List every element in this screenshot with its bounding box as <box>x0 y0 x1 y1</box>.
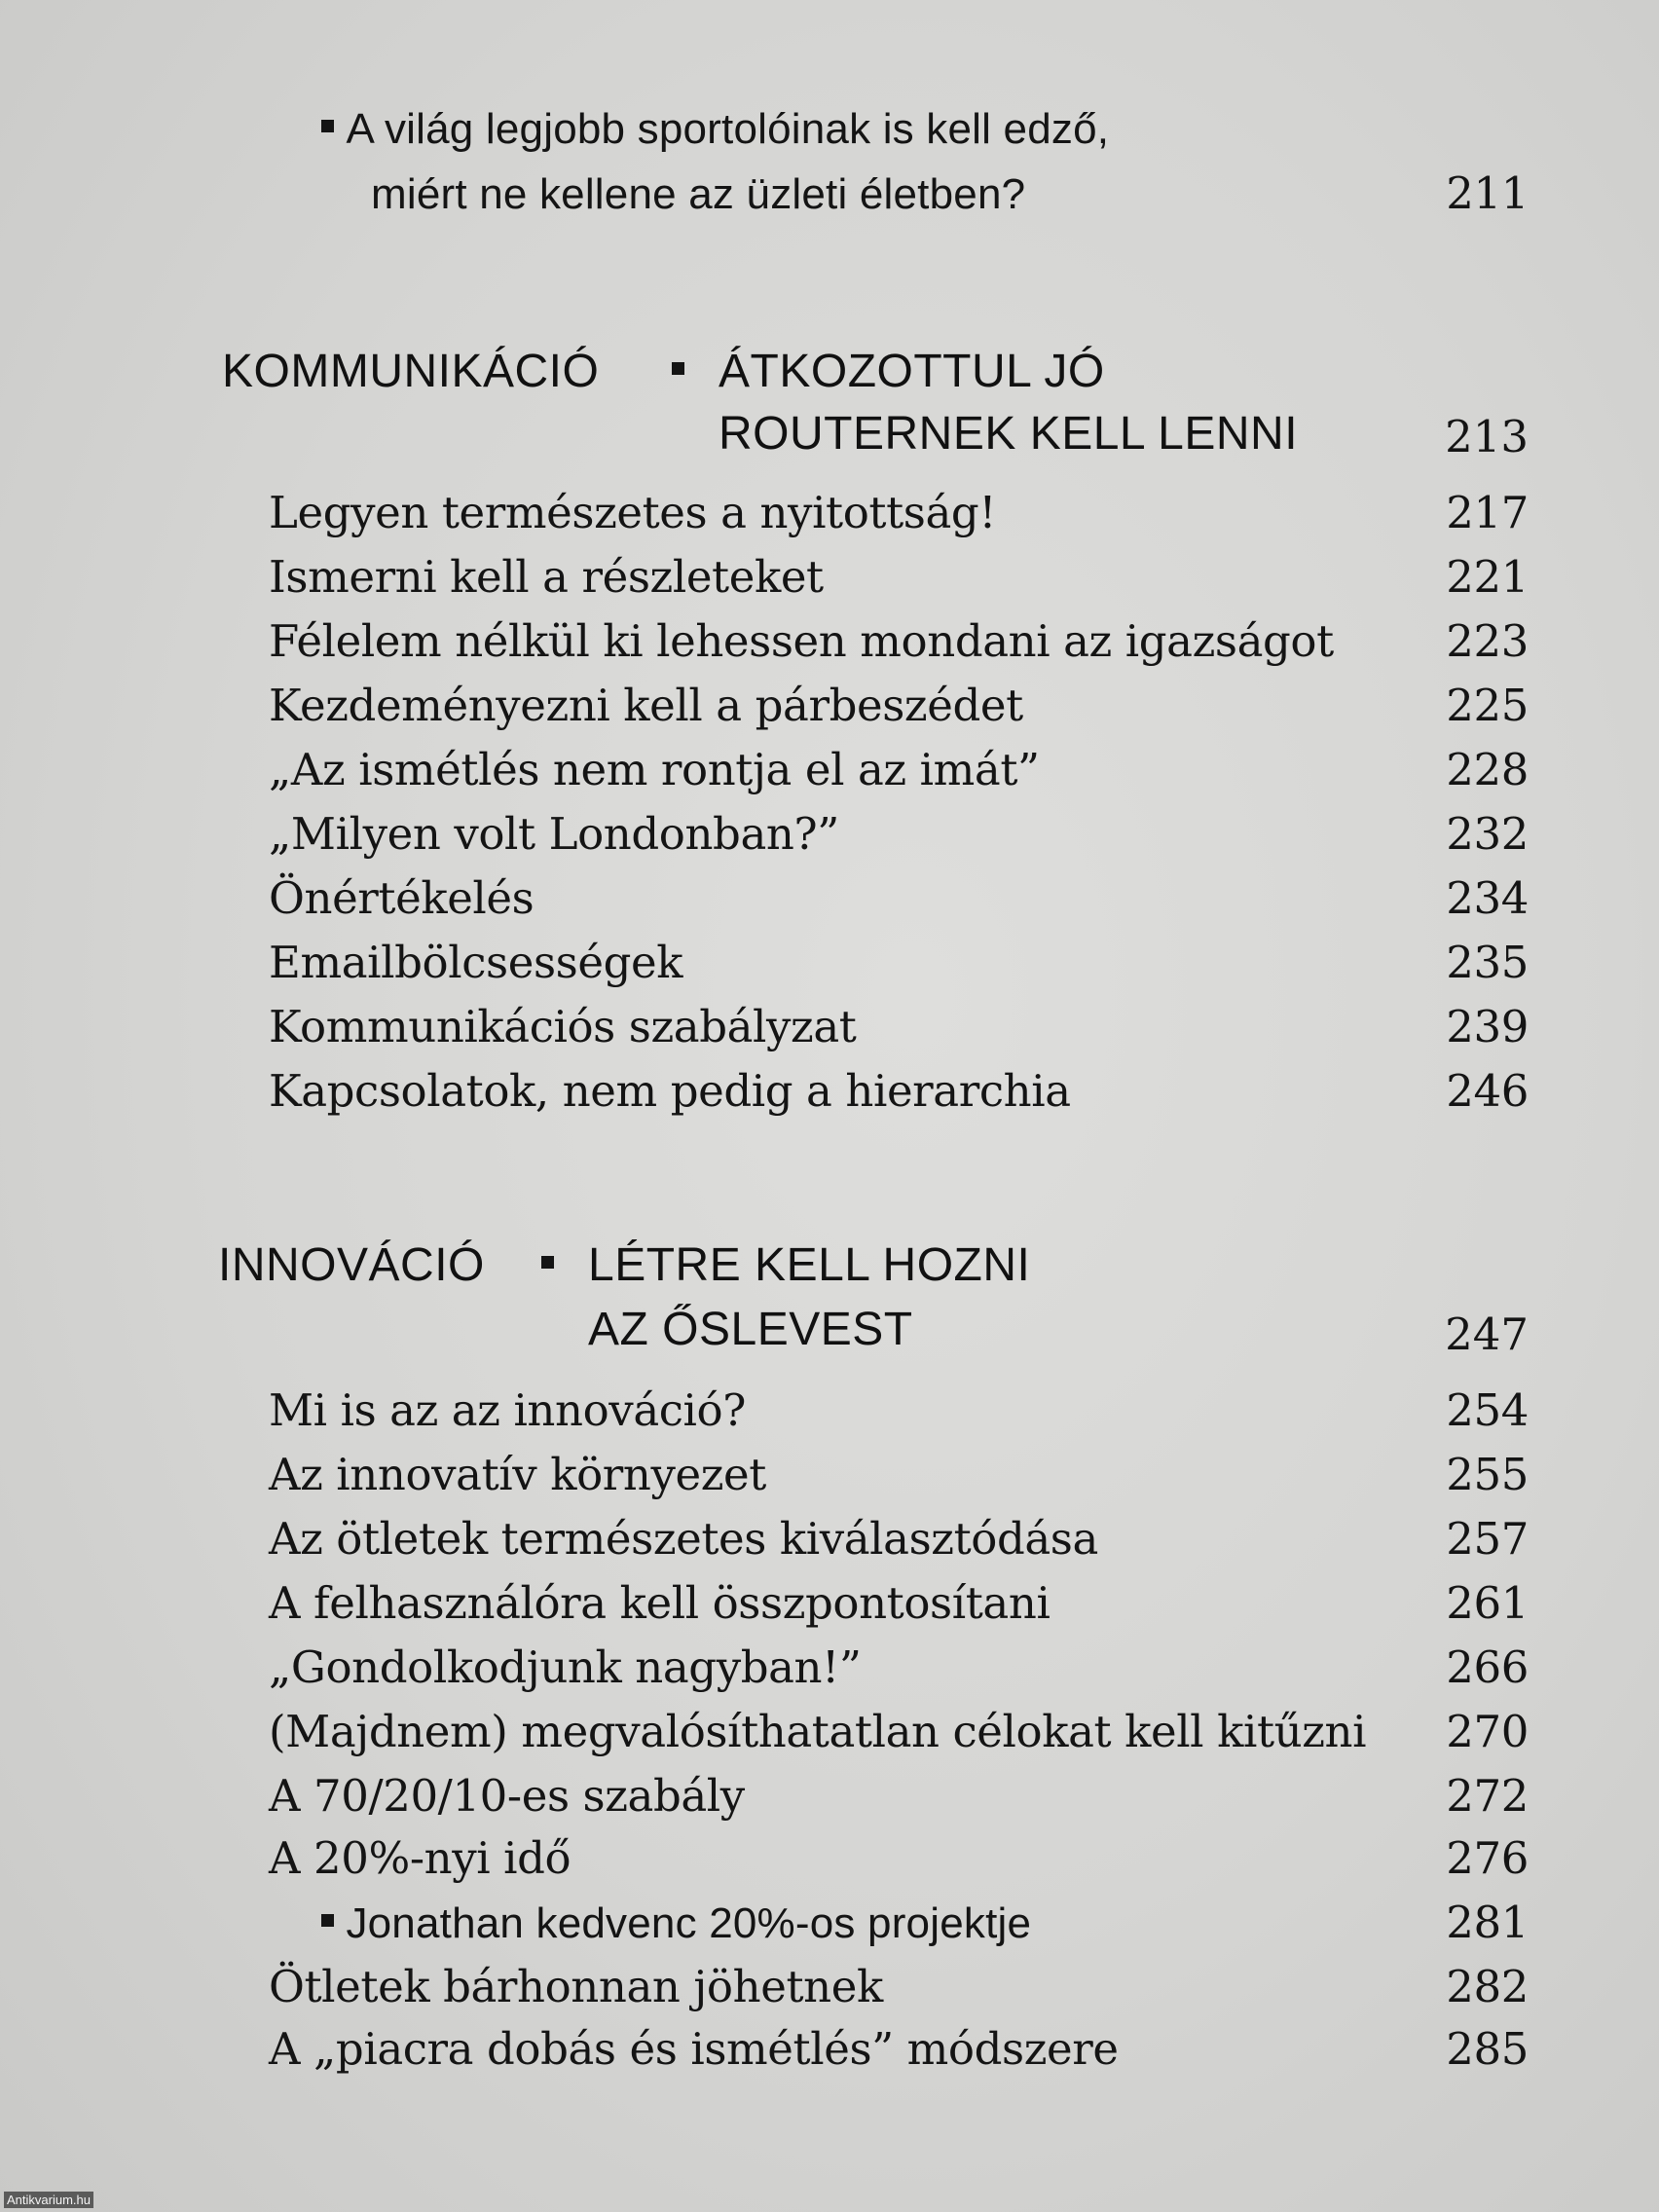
toc-entry-title: „Az ismétlés nem rontja el az imát” <box>269 744 1040 795</box>
toc-entry-page: 228 <box>1446 744 1529 795</box>
toc-entry-page: 217 <box>1446 487 1529 538</box>
toc-entry-title: (Majdnem) megvalósíthatatlan célokat kell kitűzni <box>269 1706 1367 1757</box>
toc-entry <box>269 937 1529 988</box>
toc-entry <box>269 744 1529 795</box>
bleed-through-decoration <box>234 107 246 155</box>
toc-entry-title: Kapcsolatok, nem pedig a hierarchia <box>269 1065 1071 1117</box>
section-heading-right-line2: ROUTERNEK KELL LENNI <box>719 408 1299 460</box>
toc-entry <box>269 1065 1529 1117</box>
toc-entry <box>269 808 1529 860</box>
toc-entry <box>269 1449 1529 1500</box>
section-heading-right-line1: LÉTRE KELL HOZNI <box>588 1239 1031 1291</box>
toc-entry-title: Félelem nélkül ki lehessen mondani az igazságot <box>269 615 1334 667</box>
section-heading-right-line2: AZ ŐSLEVEST <box>588 1304 913 1355</box>
toc-entry-title: Kommunikációs szabályzat <box>269 1001 857 1052</box>
toc-entry-page: 246 <box>1446 1065 1529 1117</box>
toc-entry-title: A 70/20/10-es szabály <box>269 1770 745 1822</box>
toc-entry-title: „Milyen volt Londonban?” <box>269 808 839 860</box>
toc-entry-page: 266 <box>1446 1641 1529 1693</box>
toc-entry-title: Kezdeményezni kell a párbeszédet <box>269 680 1023 731</box>
top-subentry-line2-row <box>371 167 1529 219</box>
toc-entry-page: 281 <box>1446 1897 1529 1948</box>
watermark-label: Antikvarium.hu <box>4 2192 93 2208</box>
toc-entry-title: A 20%-nyi idő <box>269 1832 571 1884</box>
toc-entry <box>269 1384 1529 1436</box>
toc-entry <box>269 2023 1529 2075</box>
toc-entry-page: 257 <box>1446 1513 1529 1565</box>
toc-subentry <box>321 1897 1529 1948</box>
toc-subentry-title: Jonathan kedvenc 20%-os projektje <box>321 1899 1031 1948</box>
top-subentry-line2: miért ne kellene az üzleti életben? <box>371 170 1026 218</box>
toc-entry-page: 261 <box>1446 1577 1529 1629</box>
section-heading-left: KOMMUNIKÁCIÓ <box>222 346 600 397</box>
toc-entry-title: Az ötletek természetes kiválasztódása <box>269 1513 1098 1565</box>
toc-entry-title: A felhasználóra kell összpontosítani <box>269 1577 1051 1629</box>
toc-entry-page: 221 <box>1446 551 1529 603</box>
toc-entry-page: 235 <box>1446 937 1529 988</box>
toc-entry-title: Emailbölcsességek <box>269 937 683 988</box>
toc-entry-page: 272 <box>1446 1770 1529 1822</box>
bullet-icon <box>321 1914 334 1927</box>
toc-entry <box>269 1577 1529 1629</box>
section-heading-bullet <box>541 1238 554 1292</box>
toc-entry <box>269 615 1529 667</box>
toc-entry-title: A „piacra dobás és ismétlés” módszere <box>269 2023 1119 2075</box>
toc-entry <box>269 1961 1529 2012</box>
section-page-number: 247 <box>1445 1309 1529 1360</box>
toc-entry-title: Legyen természetes a nyitottság! <box>269 487 997 538</box>
toc-entry-page: 239 <box>1446 1001 1529 1052</box>
toc-entry <box>269 872 1529 924</box>
toc-entry-page: 254 <box>1446 1384 1529 1436</box>
section-heading-bullet <box>672 345 684 398</box>
toc-entry <box>269 680 1529 731</box>
toc-entry-page: 276 <box>1446 1832 1529 1884</box>
toc-entry <box>269 1770 1529 1822</box>
toc-entry-title: Mi is az az innováció? <box>269 1384 746 1436</box>
top-subentry-line1-row <box>321 105 1529 154</box>
bullet-icon <box>541 1256 554 1269</box>
toc-entry-page: 225 <box>1446 680 1529 731</box>
toc-entry-title: Ötletek bárhonnan jöhetnek <box>269 1961 883 2012</box>
bullet-icon <box>321 120 334 132</box>
bullet-icon <box>672 362 684 375</box>
toc-entry-page: 282 <box>1446 1961 1529 2012</box>
toc-entry-title: Ismerni kell a részleteket <box>269 551 824 603</box>
toc-entry <box>269 1001 1529 1052</box>
page-number: 211 <box>1446 167 1529 219</box>
toc-entry-title: Az innovatív környezet <box>269 1449 766 1500</box>
top-subentry-line1: A világ legjobb sportolóinak is kell edző, <box>321 105 1109 154</box>
toc-entry-title: Önértékelés <box>269 872 535 924</box>
section-heading-right-line1: ÁTKOZOTTUL JÓ <box>719 346 1105 397</box>
toc-entry-page: 270 <box>1446 1706 1529 1757</box>
section-heading-left: INNOVÁCIÓ <box>218 1239 485 1291</box>
toc-entry-page: 223 <box>1446 615 1529 667</box>
toc-entry <box>269 551 1529 603</box>
toc-entry-page: 255 <box>1446 1449 1529 1500</box>
toc-entry-title: „Gondolkodjunk nagyban!” <box>269 1641 862 1693</box>
toc-entry-page: 234 <box>1446 872 1529 924</box>
toc-entry-page: 232 <box>1446 808 1529 860</box>
toc-entry <box>269 1641 1529 1693</box>
toc-entry <box>269 1706 1529 1757</box>
toc-entry <box>269 487 1529 538</box>
toc-entry <box>269 1832 1529 1884</box>
section-page-number: 213 <box>1445 411 1529 462</box>
toc-entry <box>269 1513 1529 1565</box>
toc-entry-page: 285 <box>1446 2023 1529 2075</box>
